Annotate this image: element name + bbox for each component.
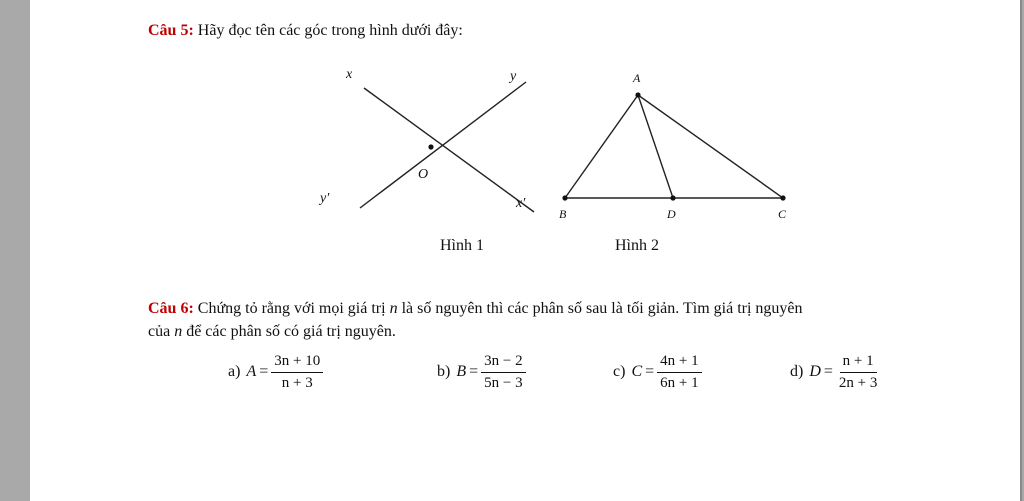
question-6-text-1a: Chứng tỏ rằng với mọi giá trị [193,300,390,317]
fraction [271,353,323,392]
denominator: 5n − 3 [484,374,523,391]
label-x-prime: x′ [516,196,526,211]
variable-n: n [174,323,183,340]
question-6-text-2b: để các phân số có giá trị nguyên. [182,323,396,340]
document-page [30,0,1022,501]
item-label: b) [437,363,451,380]
denominator: 2n + 3 [838,374,878,391]
label-y-prime: y′ [320,191,330,206]
point-c [780,195,785,200]
fraction [481,353,525,392]
question-6-label: Câu 6: [148,300,194,317]
numerator: n + 1 [840,353,877,373]
label-a: A [633,71,641,85]
label-d: D [667,207,676,220]
fraction-item-d [790,348,880,396]
fraction-item-a [228,348,323,396]
segment-ad [638,95,673,198]
equals-sign: = [823,363,833,380]
page-edge [1020,0,1022,501]
caption-figure-1: Hình 1 [440,237,484,254]
equals-sign: = [259,363,269,380]
point-o [428,144,433,149]
fraction-item-c [613,348,702,396]
point-b [562,195,567,200]
equals-sign: = [469,363,479,380]
fraction [657,353,701,392]
item-label: a) [228,363,241,380]
numerator: 3n − 2 [481,353,525,373]
question-6-line-1 [148,300,803,318]
point-a [635,92,640,97]
caption-figure-2: Hình 2 [615,237,659,254]
numerator: 4n + 1 [657,353,701,373]
question-6-text-2a: của [148,323,175,340]
fraction-item-b [437,348,526,396]
label-b: B [559,207,567,220]
item-label: d) [790,363,804,380]
denominator: 6n + 1 [660,374,699,391]
point-d [670,195,675,200]
label-y: y [510,69,517,84]
label-c: C [778,207,787,220]
fraction-variable: D [809,363,821,380]
question-6-text-1b: là số nguyên thì các phân số sau là tối giản. Tìm giá trị nguyên [397,300,803,317]
denominator: n + 3 [281,374,313,391]
fraction-variable: C [631,363,643,380]
equals-sign: = [645,363,655,380]
question-5-label: Câu 5: [148,22,194,39]
figure-2 [555,60,805,220]
numerator: 3n + 10 [271,353,323,373]
item-label: c) [613,363,626,380]
line-xx-prime [364,88,534,212]
variable-n: n [389,300,398,317]
line-yy-prime [360,82,526,208]
label-o: O [418,167,429,182]
triangle-abc [565,95,783,198]
fraction-variable: B [456,363,467,380]
fraction [836,353,880,392]
fraction-variable: A [246,363,257,380]
question-5 [148,22,463,40]
label-x: x [346,67,353,82]
question-6-line-2 [148,323,396,341]
figure-1 [300,60,560,220]
question-5-text: Hãy đọc tên các góc trong hình dưới đây: [193,22,463,39]
